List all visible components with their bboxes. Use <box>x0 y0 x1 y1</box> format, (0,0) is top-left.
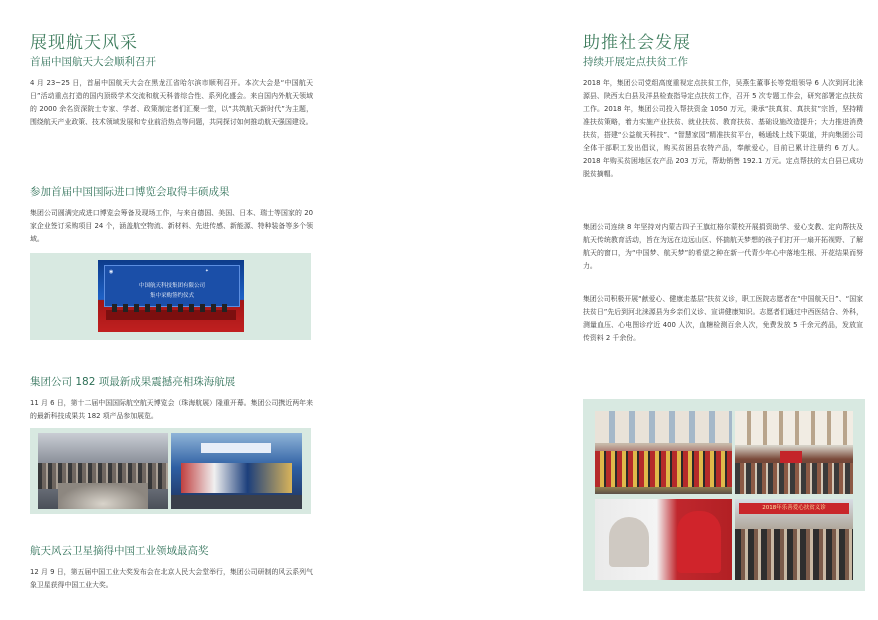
casc-logo-icon: ✦ <box>205 269 209 274</box>
volunteer-doctor <box>677 511 721 573</box>
exhibition-booth-photo <box>171 433 302 509</box>
red-flag <box>780 451 802 463</box>
village-group-photo <box>735 411 853 494</box>
article-body-zhuhai-airshow: 11 月 6 日，第十二届中国国际航空航天博览会（珠海航展）隆重开幕。集团公司携近两年来的最新科技成果共 182 项产品参加展览。 <box>30 399 313 420</box>
lunar-surface-model <box>58 483 148 509</box>
children-crowd <box>595 451 732 487</box>
article-title-space-conference: 首届中国航天大会顺利召开 <box>30 56 156 68</box>
section-title-aerospace: 展现航天风采 <box>30 33 138 53</box>
ceremony-banner <box>104 265 240 307</box>
health-check-photo <box>595 499 732 580</box>
clinic-crowd <box>735 529 853 580</box>
banner-line-2: 集中采购签约仪式 <box>149 293 194 299</box>
booth-sign <box>201 443 271 453</box>
signing-people <box>112 304 230 312</box>
school-building <box>595 411 732 443</box>
photo-frame-expo <box>30 253 311 340</box>
article-title-fengyun-award: 航天风云卫星摘得中国工业领域最高奖 <box>30 545 209 557</box>
article-body-import-expo: 集团公司圆满完成进口博览会筹备及现场工作，与来自德国、美国、日本、瑞士等国家的 20 家企业签订采购项目 24 个，涵盖航空物流、新材料、先进传感、新能源、特种装备等多个领域。 <box>30 209 313 243</box>
booth-displays <box>181 463 292 493</box>
villagers-crowd <box>735 463 853 494</box>
signing-ceremony-photo <box>98 260 244 332</box>
article-body-fengyun-award: 12 月 9 日，第五届中国工业大奖发布会在北京人民大会堂举行，集团公司研制的风云系列气象卫星获得中国工业大奖。 <box>30 568 313 589</box>
expo-logo-icon: ◉ <box>109 269 114 275</box>
paragraph-education-support: 集团公司连续 8 年坚持对内蒙古四子王旗红格尔蒙校开展捐资助学、爱心支教、定向帮扶及航天传统教育活动，旨在为远在边远山区、怀揣航天梦想的孩子们打开一扇开拓视野、了解航天的窗口，为“中国梦、航天梦”的希望之种在新一代青少年心中落地生根、开花结果而努力。 <box>583 223 863 270</box>
booth-floor <box>171 495 302 509</box>
children-group-photo <box>595 411 732 494</box>
paragraph-free-clinic: 集团公司积极开展“献爱心、健康走基层”扶贫义诊，职工医院志愿者在“中国航天日”、“国家扶贫日”先后到河北涞源县为乡亲们义诊、宣讲健康知识。志愿者们通过中西医结合、外科，测量血压、心电图诊疗近 400 人次，血糖检测百余人次，免费发放 5 千余元药品，发放宣传资料 2 千余份。 <box>583 295 863 342</box>
photo-frame-airshow <box>30 428 311 514</box>
photo-frame-charity <box>583 399 865 591</box>
clinic-banner-photo <box>735 499 853 580</box>
clinic-banner: 2018年乐善爱心扶贫义诊 <box>739 503 849 514</box>
exhibition-hall-photo <box>38 433 168 509</box>
section-title-society: 助推社会发展 <box>583 33 691 53</box>
banner-line-1: 中国航天科技集团有限公司 <box>138 283 205 289</box>
elderly-patient <box>609 517 649 567</box>
village-building <box>735 411 853 445</box>
subtitle-poverty-alleviation: 持续开展定点扶贫工作 <box>583 56 688 68</box>
article-title-zhuhai-airshow: 集团公司 182 项最新成果震撼亮相珠海航展 <box>30 376 236 388</box>
article-title-import-expo: 参加首届中国国际进口博览会取得丰硕成果 <box>30 186 230 198</box>
paragraph-poverty-investment: 2018 年，集团公司党组高度重视定点扶贫工作，吴燕生董事长等党组领导 6 人次到河北涞源县、陕西太白县及洋县检查指导定点扶贫工作，召开 5 次专题工作会，研究部署定点扶贫工作。2018 年，集团公司投入帮扶资金 1050 万元，秉承“扶真贫、真扶贫”宗旨，坚持精准扶贫策略，着力实施产业扶贫、就业扶贫、教育扶贫、基础设施改造提升；大力推进消费扶贫，搭建“公益航天科技”、“智慧家园”精准扶贫平台，畅通线上线下渠道，并向集团公司全体干部职工发出倡议，购买贫困县农特产品，奉献爱心，目前已累计注册约 6 万人。2018 年购买贫困地区农产品 203 万元，帮助销售 192.1 万元。定点帮扶的太白县已成功脱贫摘帽。 <box>583 79 863 178</box>
article-body-space-conference: 4 月 23~25 日，首届中国航天大会在黑龙江省哈尔滨市顺利召开。本次大会是“中国航天日”活动重点打造的国内顶级学术交流和航天科普综合性、系列化盛会。来自国内外航天领域的 2000 余名资深院士专家、学者、政策制定者们汇聚一堂，以“共筑航天新时代”为主题，围绕航天产业政策、技术领域发展和专业前沿热点等问题，共同探讨如何推动航天强国建设。 <box>30 79 313 126</box>
